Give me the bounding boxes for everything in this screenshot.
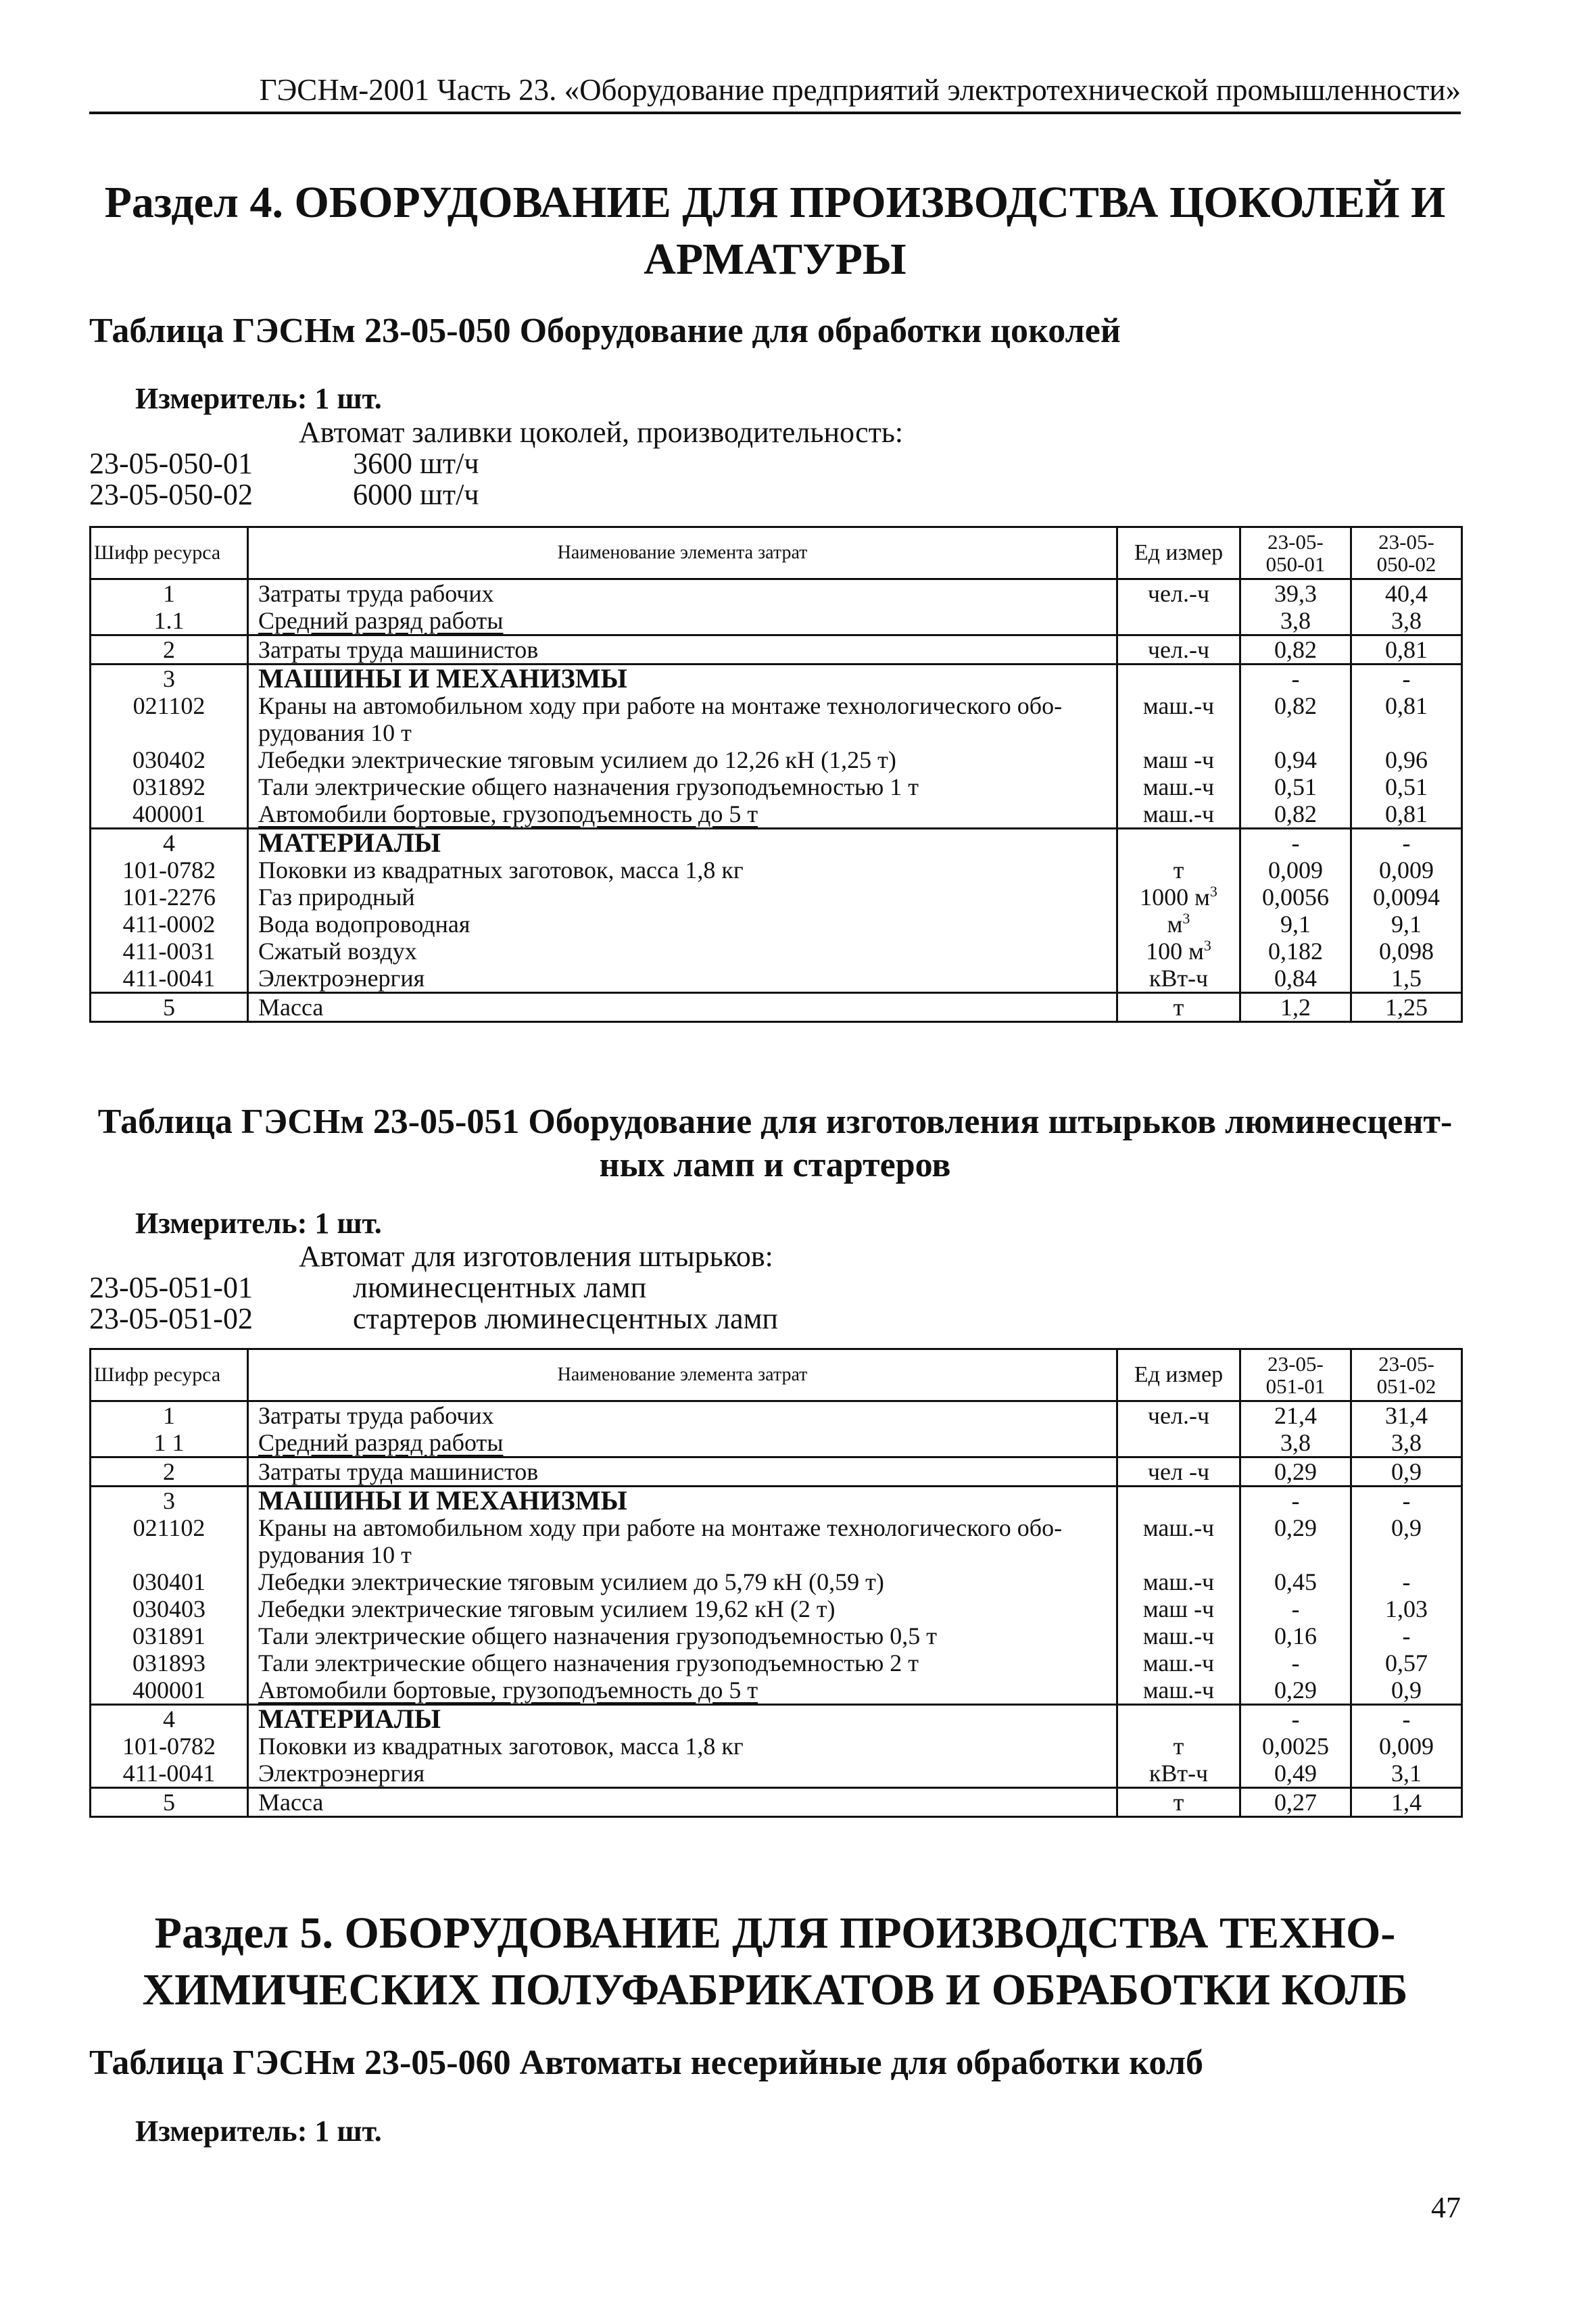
row-unit <box>1117 719 1240 746</box>
table-050-variants <box>89 417 1461 510</box>
row-code: 1 1 <box>91 1429 248 1457</box>
row-value-2: - <box>1351 1622 1462 1649</box>
row-unit: маш -ч <box>1117 746 1240 773</box>
row-unit <box>1117 829 1240 857</box>
table-row <box>91 800 1462 829</box>
row-value-2: 0,9 <box>1351 1514 1462 1541</box>
section-4-title <box>89 174 1461 288</box>
row-value-2: 3,8 <box>1351 1429 1462 1457</box>
table-row <box>91 1733 1462 1760</box>
row-name: Затраты труда машинистов <box>248 1457 1117 1487</box>
variant-code: 23-05-050-01 <box>89 447 253 480</box>
header-rule <box>89 112 1461 114</box>
row-name: Поковки из квадратных заготовок, масса 1,8 кг <box>248 1733 1117 1760</box>
row-unit: 100 $м^3$ <box>1117 938 1240 965</box>
row-value-1: 0,29 <box>1240 1457 1351 1487</box>
row-value-1: 0,94 <box>1240 746 1351 773</box>
row-code: 101-0782 <box>91 857 248 884</box>
row-value-1: - <box>1240 1649 1351 1676</box>
variant-desc: стартеров люминесцентных ламп <box>353 1302 778 1335</box>
table-050-title: Таблица ГЭСНм 23-05-050 Оборудование для обработки цоколей <box>89 312 1121 350</box>
row-code: 400001 <box>91 1676 248 1705</box>
section-5-title <box>89 1905 1461 2019</box>
row-name: Средний разряд работы <box>248 607 1117 635</box>
header-name: Наименование элемента затрат <box>248 527 1117 579</box>
table-row <box>91 607 1462 635</box>
table-row <box>91 1541 1462 1568</box>
row-value-1: 3,8 <box>1240 1429 1351 1457</box>
table-050 <box>89 526 1463 1023</box>
row-unit: маш.-ч <box>1117 773 1240 800</box>
row-value-1: 0,82 <box>1240 692 1351 719</box>
table-051 <box>89 1348 1463 1818</box>
table-header-row <box>91 527 1462 579</box>
header-unit: Ед измер <box>1117 527 1240 579</box>
row-value-1: 0,0056 <box>1240 884 1351 911</box>
row-value-2: 0,9 <box>1351 1676 1462 1705</box>
row-code: 021102 <box>91 692 248 719</box>
row-value-1: 9,1 <box>1240 911 1351 938</box>
table-060-measure <box>135 2113 382 2150</box>
table-row <box>91 692 1462 719</box>
row-code: 3 <box>91 1487 248 1515</box>
row-code <box>91 1541 248 1568</box>
row-value-2: 0,0094 <box>1351 884 1462 911</box>
row-unit: маш.-ч <box>1117 692 1240 719</box>
header-name: Наименование элемента затрат <box>248 1349 1117 1401</box>
row-code: 031891 <box>91 1622 248 1649</box>
table-row <box>91 829 1462 857</box>
row-name: МАТЕРИАЛЫ <box>248 1705 1117 1733</box>
row-code: 1 <box>91 1401 248 1430</box>
row-name: рудования 10 т <box>248 719 1117 746</box>
row-name: Газ природный <box>248 884 1117 911</box>
row-unit <box>1117 1429 1240 1457</box>
row-name: Тали электрические общего назначения грузоподъемностью 2 т <box>248 1649 1117 1676</box>
table-row <box>91 1595 1462 1622</box>
table-row <box>91 1622 1462 1649</box>
table-row <box>91 1429 1462 1457</box>
row-value-2: - <box>1351 829 1462 857</box>
row-value-2: - <box>1351 1487 1462 1515</box>
row-value-2: 3,1 <box>1351 1760 1462 1788</box>
row-value-2: 0,098 <box>1351 938 1462 965</box>
row-value-2: 0,9 <box>1351 1457 1462 1487</box>
row-unit <box>1117 1487 1240 1515</box>
row-unit: маш.-ч <box>1117 1649 1240 1676</box>
row-code: 4 <box>91 829 248 857</box>
row-value-1: 0,82 <box>1240 635 1351 665</box>
header-unit: Ед измер <box>1117 1349 1240 1401</box>
row-value-1: - <box>1240 1487 1351 1515</box>
row-value-1: 21,4 <box>1240 1401 1351 1430</box>
row-name: Электроэнергия <box>248 965 1117 993</box>
row-name: рудования 10 т <box>248 1541 1117 1568</box>
row-value-2 <box>1351 719 1462 746</box>
row-unit: маш.-ч <box>1117 1622 1240 1649</box>
row-name: Автомобили бортовые, грузоподъемность до 5 т <box>248 1676 1117 1705</box>
table-051-title <box>89 1101 1461 1187</box>
row-name: Масса <box>248 993 1117 1022</box>
row-value-1: 0,29 <box>1240 1676 1351 1705</box>
row-value-2: 9,1 <box>1351 911 1462 938</box>
table-row <box>91 993 1462 1022</box>
row-value-1: 39,3 <box>1240 579 1351 608</box>
section-4-title-line1: Раздел 4. ОБОРУДОВАНИЕ ДЛЯ ПРОИЗВОДСТВА ЦОКОЛЕЙ И <box>104 178 1446 227</box>
row-unit: чел.-ч <box>1117 635 1240 665</box>
row-unit: маш.-ч <box>1117 1514 1240 1541</box>
measure-value: 1 шт. <box>314 1207 382 1240</box>
row-unit: чел.-ч <box>1117 1401 1240 1430</box>
row-code: 2 <box>91 1457 248 1487</box>
row-code: 400001 <box>91 800 248 829</box>
row-code: 5 <box>91 993 248 1022</box>
row-value-1: 0,45 <box>1240 1568 1351 1595</box>
row-value-2: 1,5 <box>1351 965 1462 993</box>
variant-desc: люминесцентных ламп <box>353 1271 647 1304</box>
row-name: Вода водопроводная <box>248 911 1117 938</box>
row-value-2: 0,51 <box>1351 773 1462 800</box>
row-code: 021102 <box>91 1514 248 1541</box>
table-row <box>91 665 1462 693</box>
row-name: Сжатый воздух <box>248 938 1117 965</box>
row-unit: кВт-ч <box>1117 1760 1240 1788</box>
row-value-1: 0,51 <box>1240 773 1351 800</box>
variant-desc: 3600 шт/ч <box>353 447 479 480</box>
variant-code: 23-05-050-02 <box>89 478 253 511</box>
row-value-2 <box>1351 1541 1462 1568</box>
header-col-1: 23-05- 050-01 <box>1240 527 1351 579</box>
row-unit: маш.-ч <box>1117 800 1240 829</box>
table-051-title-line2: ных ламп и стартеров <box>599 1146 951 1184</box>
row-value-2: 1,03 <box>1351 1595 1462 1622</box>
row-name: Средний разряд работы <box>248 1429 1117 1457</box>
row-name: Тали электрические общего назначения грузоподъемностью 1 т <box>248 773 1117 800</box>
table-row <box>91 579 1462 608</box>
row-code: 411-0031 <box>91 938 248 965</box>
variant-desc: 6000 шт/ч <box>353 478 479 511</box>
table-row <box>91 773 1462 800</box>
row-unit: кВт-ч <box>1117 965 1240 993</box>
row-name: Лебедки электрические тяговым усилием до 12,26 кН (1,25 т) <box>248 746 1117 773</box>
row-code: 1.1 <box>91 607 248 635</box>
row-code: 031892 <box>91 773 248 800</box>
table-row <box>91 884 1462 911</box>
row-value-2: - <box>1351 665 1462 693</box>
row-name: Затраты труда рабочих <box>248 579 1117 608</box>
row-unit: чел -ч <box>1117 1457 1240 1487</box>
row-value-1: - <box>1240 829 1351 857</box>
table-row <box>91 1788 1462 1817</box>
table-row <box>91 635 1462 665</box>
table-051-variants <box>89 1241 1461 1334</box>
row-name: Лебедки электрические тяговым усилием до 5,79 кН (0,59 т) <box>248 1568 1117 1595</box>
header-col-2: 23-05- 051-02 <box>1351 1349 1462 1401</box>
variant-code: 23-05-051-02 <box>89 1302 253 1335</box>
row-code: 411-0002 <box>91 911 248 938</box>
table-051-title-line1: Таблица ГЭСНм 23-05-051 Оборудование для изготовления штырьков люминесцент- <box>97 1103 1453 1141</box>
row-value-1: - <box>1240 665 1351 693</box>
row-code: 101-0782 <box>91 1733 248 1760</box>
row-value-2: 1,25 <box>1351 993 1462 1022</box>
row-value-1: - <box>1240 1595 1351 1622</box>
header-code: Шифр ресурса <box>91 527 248 579</box>
row-value-1: 0,29 <box>1240 1514 1351 1541</box>
row-value-1: 3,8 <box>1240 607 1351 635</box>
row-unit <box>1117 1705 1240 1733</box>
row-code <box>91 719 248 746</box>
row-value-2: 0,009 <box>1351 857 1462 884</box>
table-060-title: Таблица ГЭСНм 23-05-060 Автоматы несерийные для обработки колб <box>89 2044 1204 2082</box>
row-code: 101-2276 <box>91 884 248 911</box>
row-name: Автомобили бортовые, грузоподъемность до 5 т <box>248 800 1117 829</box>
row-name: Краны на автомобильном ходу при работе на монтаже технологического обо- <box>248 1514 1117 1541</box>
row-code: 2 <box>91 635 248 665</box>
row-value-1: - <box>1240 1705 1351 1733</box>
table-row <box>91 1760 1462 1788</box>
table-row <box>91 1457 1462 1487</box>
table-row <box>91 746 1462 773</box>
row-code: 030402 <box>91 746 248 773</box>
table-row <box>91 1487 1462 1515</box>
row-value-2: 31,4 <box>1351 1401 1462 1430</box>
row-name: МАШИНЫ И МЕХАНИЗМЫ <box>248 1487 1117 1515</box>
measure-value: 1 шт. <box>314 2115 382 2148</box>
measure-label: Измеритель: <box>135 1207 308 1240</box>
row-value-2: - <box>1351 1568 1462 1595</box>
running-header: ГЭСНм-2001 Часть 23. «Оборудование предприятий электротехнической промышленности» <box>259 73 1461 107</box>
row-value-1: 0,182 <box>1240 938 1351 965</box>
row-name: Поковки из квадратных заготовок, масса 1,8 кг <box>248 857 1117 884</box>
row-value-1: 0,27 <box>1240 1788 1351 1817</box>
row-value-2: 0,81 <box>1351 692 1462 719</box>
table-row <box>91 1401 1462 1430</box>
row-unit: $м^3$ <box>1117 911 1240 938</box>
row-code: 4 <box>91 1705 248 1733</box>
row-code: 411-0041 <box>91 1760 248 1788</box>
row-value-1: 0,009 <box>1240 857 1351 884</box>
row-value-2: 0,009 <box>1351 1733 1462 1760</box>
row-name: Электроэнергия <box>248 1760 1117 1788</box>
row-unit: т <box>1117 857 1240 884</box>
row-name: МАШИНЫ И МЕХАНИЗМЫ <box>248 665 1117 693</box>
table-header-row <box>91 1349 1462 1401</box>
table-row <box>91 1568 1462 1595</box>
section-5-title-line2: ХИМИЧЕСКИХ ПОЛУФАБРИКАТОВ И ОБРАБОТКИ КОЛБ <box>142 1965 1408 2015</box>
table-row <box>91 911 1462 938</box>
row-unit: т <box>1117 993 1240 1022</box>
row-value-1: 0,16 <box>1240 1622 1351 1649</box>
variants-intro: Автомат заливки цоколей, производительность: <box>299 416 904 449</box>
row-unit: т <box>1117 1788 1240 1817</box>
row-code: 030403 <box>91 1595 248 1622</box>
table-050-measure <box>135 380 382 418</box>
row-name: Масса <box>248 1788 1117 1817</box>
row-code: 411-0041 <box>91 965 248 993</box>
row-value-2: 0,81 <box>1351 800 1462 829</box>
measure-value: 1 шт. <box>314 382 382 415</box>
row-unit: маш.-ч <box>1117 1676 1240 1705</box>
row-code: 3 <box>91 665 248 693</box>
header-code: Шифр ресурса <box>91 1349 248 1401</box>
measure-label: Измеритель: <box>135 382 308 415</box>
row-value-2: 40,4 <box>1351 579 1462 608</box>
row-unit <box>1117 665 1240 693</box>
row-name: МАТЕРИАЛЫ <box>248 829 1117 857</box>
section-5-title-line1: Раздел 5. ОБОРУДОВАНИЕ ДЛЯ ПРОИЗВОДСТВА ТЕХНО- <box>154 1908 1396 1958</box>
row-code: 1 <box>91 579 248 608</box>
row-value-1 <box>1240 1541 1351 1568</box>
table-row <box>91 965 1462 993</box>
row-name: Затраты труда рабочих <box>248 1401 1117 1430</box>
table-row <box>91 857 1462 884</box>
row-value-2: 0,81 <box>1351 635 1462 665</box>
row-unit: маш.-ч <box>1117 1568 1240 1595</box>
table-row <box>91 719 1462 746</box>
header-col-1: 23-05- 051-01 <box>1240 1349 1351 1401</box>
section-4-title-line2: АРМАТУРЫ <box>644 235 906 284</box>
row-unit <box>1117 1541 1240 1568</box>
row-name: Краны на автомобильном ходу при работе на монтаже технологического обо- <box>248 692 1117 719</box>
table-row <box>91 1514 1462 1541</box>
row-unit <box>1117 607 1240 635</box>
table-row <box>91 1705 1462 1733</box>
header-col-2: 23-05- 050-02 <box>1351 527 1462 579</box>
row-value-1: 0,82 <box>1240 800 1351 829</box>
row-name: Лебедки электрические тяговым усилием 19,62 кН (2 т) <box>248 1595 1117 1622</box>
variants-intro: Автомат для изготовления штырьков: <box>299 1240 773 1273</box>
row-unit: т <box>1117 1733 1240 1760</box>
row-name: Тали электрические общего назначения грузоподъемностью 0,5 т <box>248 1622 1117 1649</box>
row-value-1: 1,2 <box>1240 993 1351 1022</box>
row-value-1: 0,49 <box>1240 1760 1351 1788</box>
table-row <box>91 1649 1462 1676</box>
row-value-2: - <box>1351 1705 1462 1733</box>
row-unit: чел.-ч <box>1117 579 1240 608</box>
row-value-1: 0,84 <box>1240 965 1351 993</box>
row-value-1 <box>1240 719 1351 746</box>
row-code: 030401 <box>91 1568 248 1595</box>
row-code: 031893 <box>91 1649 248 1676</box>
table-051-measure <box>135 1205 382 1243</box>
row-value-1: 0,0025 <box>1240 1733 1351 1760</box>
row-value-2: 3,8 <box>1351 607 1462 635</box>
table-row <box>91 1676 1462 1705</box>
row-code: 5 <box>91 1788 248 1817</box>
row-name: Затраты труда машинистов <box>248 635 1117 665</box>
row-value-2: 0,57 <box>1351 1649 1462 1676</box>
row-value-2: 1,4 <box>1351 1788 1462 1817</box>
row-unit: 1000 $м^3$ <box>1117 884 1240 911</box>
measure-label: Измеритель: <box>135 2115 308 2148</box>
table-row <box>91 938 1462 965</box>
row-unit: маш -ч <box>1117 1595 1240 1622</box>
row-value-2: 0,96 <box>1351 746 1462 773</box>
variant-code: 23-05-051-01 <box>89 1271 253 1304</box>
page-number: 47 <box>1431 2191 1461 2224</box>
